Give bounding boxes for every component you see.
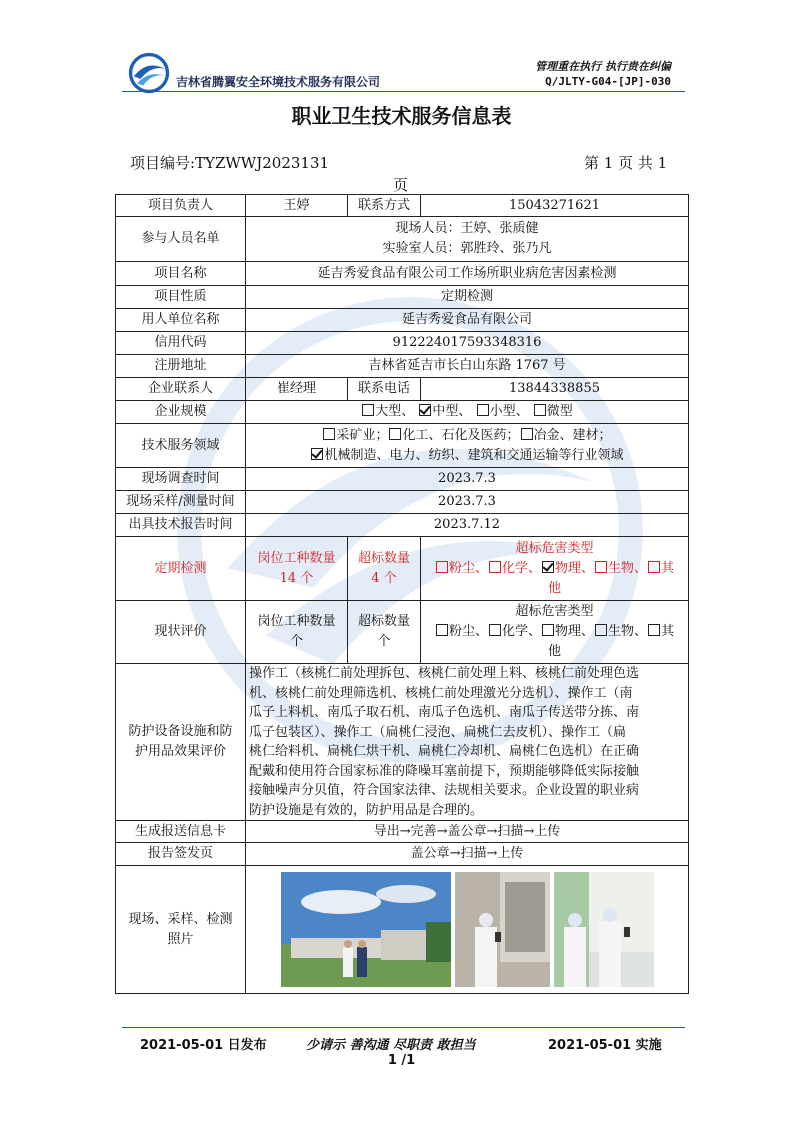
credit-value: 912224017593348316 [246, 332, 689, 355]
periodic-label: 定期检测 [116, 537, 246, 601]
hazard-other-tail: 他 [547, 580, 561, 596]
checkbox-biological[interactable] [595, 561, 607, 573]
table-row [116, 821, 689, 843]
protect-line: 瓜子上料机、南瓜子取石机、南瓜子色选机、南瓜子传送带分拣、南 [249, 705, 640, 720]
page-title: 职业卫生技术服务信息表 [291, 104, 512, 128]
status-post-count [246, 601, 348, 664]
phone-label: 联系电话 [348, 378, 421, 401]
survey-value: 2023.7.3 [246, 468, 689, 491]
hazard-dust-label: 粉尘、 [448, 560, 488, 576]
table-row [116, 217, 689, 262]
leader-value: 王婷 [246, 195, 348, 217]
credit-label: 信用代码 [116, 332, 246, 355]
checkbox-medium-checked[interactable] [419, 404, 431, 416]
protect-label-line1: 防护设备设施和防 [128, 724, 233, 739]
periodic-exceed-label: 超标数量 [357, 550, 410, 566]
photo-cell [246, 866, 689, 994]
periodic-post-value: 14 个 [279, 570, 314, 586]
protect-label [116, 664, 246, 821]
company-logo [128, 52, 170, 94]
table-row [116, 537, 689, 601]
status-physical-label: 物理、 [554, 624, 594, 639]
report-date-value: 2023.7.12 [246, 514, 689, 537]
status-post-value: 个 [289, 634, 303, 649]
periodic-hazard-label: 超标危害类型 [515, 540, 594, 556]
table-row [116, 601, 689, 664]
periodic-post-count [246, 537, 348, 601]
status-label: 现状评价 [116, 601, 246, 664]
footer-motto: 少请示 善沟通 尽职责 敢担当 [306, 1038, 476, 1053]
page-number: 1 /1 [387, 1053, 416, 1068]
protect-line: 瓜子包装区）、操作工（扁桃仁浸泡、扁桃仁去皮机）、操作工（扁 [249, 724, 627, 740]
protect-line: 桃仁给料机、扁桃仁烘干机、扁桃仁冷却机、扁桃仁色选机）在正确 [249, 744, 640, 759]
periodic-post-label: 岗位工种数量 [257, 550, 336, 566]
page-info-tail: 页 [393, 176, 409, 194]
status-hazard-label: 超标危害类型 [515, 604, 594, 619]
hazard-chemical-label: 化学、 [501, 560, 541, 576]
company-name: 吉林省腾翼安全环境技术服务有限公司 [176, 75, 381, 89]
table-row [116, 468, 689, 491]
checkbox-status-physical[interactable] [542, 624, 554, 636]
unit-label: 用人单位名称 [116, 309, 246, 332]
protect-line: 操作工（核桃仁前处理拆包、核桃仁前处理上料、核桃仁前处理色选 [249, 666, 640, 681]
periodic-exceed-count [348, 537, 421, 601]
status-dust-label: 粉尘、 [448, 624, 488, 639]
table-row [116, 843, 689, 866]
scale-micro-label: 微型 [546, 404, 573, 419]
project-name-value: 延吉秀爱食品有限公司工作场所职业病危害因素检测 [246, 262, 689, 286]
checkbox-status-biological[interactable] [595, 624, 607, 636]
domain-metallurgy-label: 冶金、建材； [533, 427, 612, 443]
testing-photo [554, 872, 654, 987]
contact-label: 联系方式 [348, 195, 421, 217]
members-lab: 实验室人员：郭胜玲、张乃凡 [382, 241, 552, 256]
table-row [116, 355, 689, 378]
domain-mining-label: 采矿业； [336, 427, 389, 443]
scale-medium-label: 中型、 [432, 404, 472, 419]
sampling-photo [455, 872, 550, 987]
hazard-other-label: 其 [661, 560, 675, 576]
table-row [116, 664, 689, 821]
report-date-label: 出具技术报告时间 [116, 514, 246, 537]
checkbox-status-dust[interactable] [436, 624, 448, 636]
photo-label [116, 866, 246, 994]
status-biological-label: 生物、 [608, 624, 648, 639]
checkbox-metallurgy[interactable] [521, 428, 533, 440]
domain-chemical-label: 化工、石化及医药； [402, 427, 520, 443]
leader-label: 项目负责人 [116, 195, 246, 217]
address-label: 注册地址 [116, 355, 246, 378]
page-info: 第 1 页 共 1 [584, 154, 668, 172]
publish-date: 2021-05-01 日发布 [140, 1038, 267, 1053]
scale-large-label: 大型、 [375, 404, 415, 419]
table-row [116, 424, 689, 468]
header-divider [122, 91, 685, 92]
hazard-biological-label: 生物、 [608, 560, 648, 576]
status-exceed-value: 个 [377, 634, 391, 649]
sampling-label: 现场采样/测量时间 [116, 491, 246, 514]
domain-value [246, 424, 689, 468]
checkbox-chemical-hazard[interactable] [489, 561, 501, 573]
status-other-label: 其 [661, 624, 675, 639]
status-post-label: 岗位工种数量 [257, 614, 336, 629]
project-name-label: 项目名称 [116, 262, 246, 286]
issue-label: 报告签发页 [116, 843, 246, 866]
hazard-physical-label: 物理、 [554, 560, 594, 576]
document-number: Q/JLTY-G04-[JP]-030 [545, 75, 671, 88]
site-photo [281, 872, 451, 987]
status-exceed-label: 超标数量 [357, 614, 410, 629]
photo-label-line2: 照片 [167, 931, 194, 947]
table-row [116, 195, 689, 217]
photo-label-line1: 现场、采样、检测 [128, 911, 233, 927]
footer-divider [122, 1027, 685, 1028]
table-row [116, 514, 689, 537]
table-row [116, 491, 689, 514]
table-row [116, 866, 689, 994]
periodic-exceed-value: 4 个 [371, 570, 397, 586]
table-row [116, 286, 689, 309]
domain-machinery-label: 机械制造、电力、纺织、建筑和交通运输等行业领域 [324, 447, 624, 463]
info-table [115, 194, 689, 994]
table-row [116, 332, 689, 355]
survey-label: 现场调查时间 [116, 468, 246, 491]
checkbox-chemical[interactable] [389, 428, 401, 440]
members-label: 参与人员名单 [116, 217, 246, 262]
protect-line: 机、核桃仁前处理筛选机、核桃仁前处理激光分选机）、操作工（南 [249, 685, 633, 701]
table-row [116, 309, 689, 332]
issue-value: 盖公章→扫描→上传 [246, 843, 689, 866]
phone-value: 13844338855 [421, 378, 689, 401]
send-label: 生成报送信息卡 [116, 821, 246, 843]
enterprise-contact-label: 企业联系人 [116, 378, 246, 401]
protect-line: 接触噪声分贝值，符合国家法律、法规相关要求。企业设置的职业病 [249, 783, 640, 798]
scale-small-label: 小型、 [489, 404, 529, 419]
send-value: 导出→完善→盖公章→扫描→上传 [246, 821, 689, 843]
scale-value [246, 401, 689, 424]
periodic-hazard-types [421, 537, 689, 601]
status-chemical-label: 化学、 [501, 624, 541, 639]
protect-line: 配戴和使用符合国家标准的降噪耳塞前提下，预期能够降低实际接触 [249, 763, 640, 779]
project-number: 项目编号:TYZWWJ2023131 [130, 154, 330, 172]
nature-label: 项目性质 [116, 286, 246, 309]
checkbox-status-other[interactable] [648, 624, 660, 636]
status-exceed-count [348, 601, 421, 664]
checkbox-mining[interactable] [323, 428, 335, 440]
checkbox-micro[interactable] [534, 404, 546, 416]
table-row [116, 262, 689, 286]
domain-label: 技术服务领域 [116, 424, 246, 468]
protect-value [246, 664, 689, 821]
status-other-tail: 他 [547, 644, 561, 659]
checkbox-large[interactable] [362, 404, 374, 416]
nature-value: 定期检测 [246, 286, 689, 309]
table-row [116, 378, 689, 401]
protect-label-line2: 护用品效果评价 [134, 744, 226, 759]
contact-value: 15043271621 [421, 195, 689, 217]
scale-label: 企业规模 [116, 401, 246, 424]
checkbox-small[interactable] [477, 404, 489, 416]
header-slogan: 管理重在执行 执行贵在纠偏 [535, 60, 671, 73]
checkbox-status-chemical[interactable] [489, 624, 501, 636]
status-hazard-types [421, 601, 689, 664]
enterprise-contact-value: 崔经理 [246, 378, 348, 401]
members-value [246, 217, 689, 262]
members-field: 现场人员：王婷、张质健 [395, 221, 539, 236]
implement-date: 2021-05-01 实施 [548, 1038, 662, 1053]
checkbox-other[interactable] [648, 561, 660, 573]
checkbox-physical-checked[interactable] [542, 561, 554, 573]
protect-line: 防护设施是有效的，防护用品是合理的。 [249, 802, 484, 818]
table-row [116, 401, 689, 424]
sampling-value: 2023.7.3 [246, 491, 689, 514]
address-value: 吉林省延吉市长白山东路 1767 号 [246, 355, 689, 378]
unit-value: 延吉秀爱食品有限公司 [246, 309, 689, 332]
checkbox-machinery-checked[interactable] [311, 448, 323, 460]
checkbox-dust[interactable] [436, 561, 448, 573]
